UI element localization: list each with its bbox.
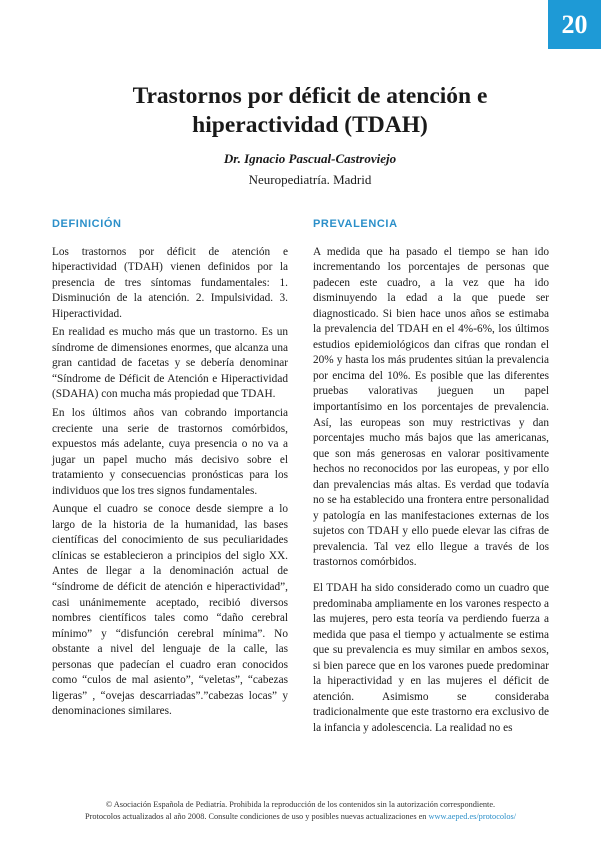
- left-column: [52, 217, 288, 723]
- paragraph: Aunque el cuadro se conoce desde siempre a lo largo de la historia de la humanidad, las bases científicas del conocimiento de sus peculiaridades clínicas se establecieron a principios del siglo XX. Antes de llegar a la denominación actual de “síndrome de déficit de atención e hiperactividad”, casi unánimemente aceptado, recibió diversos nombres científicos tales como “daño cerebral mínimo” y “disfunción cerebral mínima”. No obstante a nivel del lenguaje de la calle, las personas que padecían el cuadro eran conocidos como “culos de mal asiento”, “veletas”, “cabezas ligeras” , “ovejas descarriadas”.”cabezas locas” y denominaciones similares.: [52, 503, 288, 718]
- author-name: Dr. Ignacio Pascual-Castroviejo: [223, 151, 397, 166]
- protocols-link[interactable]: www.aeped.es/protocolos/: [428, 812, 517, 821]
- section-heading-prevalencia: PREVALENCIA: [313, 218, 398, 230]
- update-notice-text: Protocolos actualizados al año 2008. Consulte condiciones de uso y posibles nuevas actualizaciones en: [84, 812, 429, 821]
- page-footer: [30, 799, 571, 823]
- section-heading-definicion: DEFINICIÓN: [52, 218, 122, 230]
- paragraph: En los últimos años van cobrando importancia creciente una serie de trastornos comórbidos, expuestos más adelante, cuya presencia o no va a jugar un papel mucho más decisivo sobre el tratamiento y consecuencias pronósticas para los individuos que los tres signos fundamentales.: [52, 407, 288, 497]
- copyright-notice: © Asociación Española de Pediatría. Prohibida la reproducción de los contenidos sin la autorización correspondiente.: [105, 800, 496, 809]
- chapter-number-badge: 20: [548, 0, 601, 49]
- update-notice: [30, 811, 571, 823]
- page-title: Trastornos por déficit de atención e hiperactividad (TDAH): [132, 83, 488, 138]
- author-affiliation: Neuropediatría. Madrid: [248, 172, 372, 187]
- paragraph: El TDAH ha sido considerado como un cuadro que predominaba ampliamente en los varones respecto a las mujeres, pero esta teoría va perdiendo fuerza a medida que pasa el tiempo y actualmente se estima que su prevalencia es muy similar en ambos sexos, si bien parece que en los varones puede predominar la hiperactividad y en las mujeres el déficit de atención. Asimismo se consideraba tradicionalmente que este trastorno era exclusivo de la infancia y adolescencia. La realidad no es: [313, 582, 549, 734]
- paragraph: En realidad es mucho más que un trastorno. Es un síndrome de dimensiones enormes, que alcanza una gran cantidad de facetas y se debería denominar “Síndrome de Déficit de Atención e Hiperactividad (SDAHA) con mucha más propiedad que TDAH.: [52, 326, 288, 401]
- paragraph: Los trastornos por déficit de atención e hiperactividad (TDAH) vienen definidos por la presencia de tres síntomas fundamentales: 1. Disminución de la atención. 2. Impulsividad. 3. Hiperactividad.: [52, 245, 288, 320]
- right-column: [313, 217, 549, 740]
- paragraph: A medida que ha pasado el tiempo se han ido incrementando los porcentajes de personas que padecen este cuadro, a la vez que ha ido disminuyendo la edad a la que puede ser diagnosticado. Si bien hace unos años se estimaba la prevalencia del TDAH en el 4%-6%, los últimos estudios epidemiológicos dan cifras que rondan el 20% y hasta los más prudentes sitúan la prevalencia por encima del 10%. Es posible que las diferentes pruebas valorativas jueguen un papel importantísimo en los porcentajes de prevalencia. Así, las europeas son muy restrictivas y dan porcentajes mucho más bajos que las americanas, que son más generosas en valorar positivamente hechos no reconocidos por las europeas, y por ello dan prevalencias más altas. Es verdad que todavía no se ha establecido una frontera entre personalidad y patología en las manifestaciones externas de los sujetos con TDAH y ello puede elevar las cifras de prevalencia. Tal vez ello llegue a través de los trastornos comórbidos.: [313, 245, 549, 569]
